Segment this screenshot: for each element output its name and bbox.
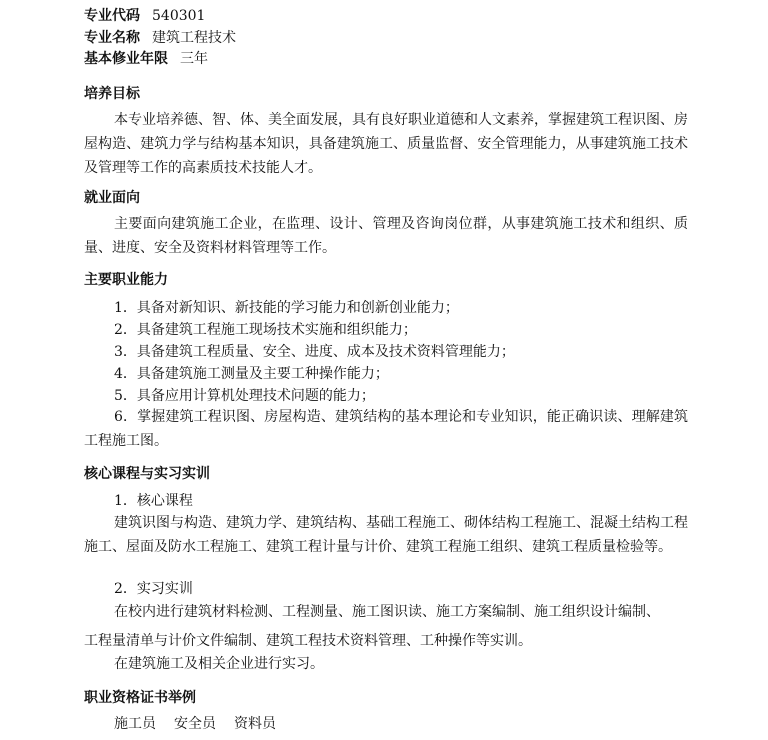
major-name-label: 专业名称 — [84, 30, 140, 46]
practice-line-2: 工程量清单与计价文件编制、建筑工程技术资料管理、工种操作等实训。 — [84, 633, 532, 649]
study-years-label: 基本修业年限 — [84, 51, 168, 67]
cert-item: 安全员 — [174, 716, 216, 732]
ability-item: 1．具备对新知识、新技能的学习能力和创新创业能力； — [114, 300, 459, 316]
section-title-employment: 就业面向 — [84, 190, 140, 206]
internship-line: 在建筑施工及相关企业进行实习。 — [114, 656, 324, 672]
ability-item: 5．具备应用计算机处理技术问题的能力； — [114, 388, 375, 404]
cert-item: 施工员 — [114, 716, 156, 732]
cert-list — [114, 714, 276, 734]
section-title-courses: 核心课程与实习实训 — [84, 466, 210, 482]
core-courses-subtitle: 1．核心课程 — [114, 493, 193, 509]
core-courses-paragraph: 建筑识图与构造、建筑力学、建筑结构、基础工程施工、砌体结构工程施工、混凝土结构工程施工、屋面及防水工程施工、建筑工程计量与计价、建筑工程施工组织、建筑工程质量检验等。 — [84, 515, 688, 555]
major-code-value: 540301 — [152, 8, 206, 24]
section-title-certs: 职业资格证书举例 — [84, 690, 196, 706]
employment-paragraph: 主要面向建筑施工企业，在监理、设计、管理及咨询岗位群，从事建筑施工技术和组织、质量、进度、安全及资料材料管理等工作。 — [84, 216, 688, 256]
ability-item: 4．具备建筑施工测量及主要工种操作能力； — [114, 366, 389, 382]
practice-line-1: 在校内进行建筑材料检测、工程测量、施工图识读、施工方案编制、施工组织设计编制、 — [114, 604, 660, 620]
ability-item: 6．掌握建筑工程识图、房屋构造、建筑结构的基本理论和专业知识，能正确识读、理解建筑工程施工图。 — [84, 409, 688, 449]
study-years-value: 三年 — [180, 51, 208, 67]
major-name-line — [84, 28, 236, 48]
cert-item: 资料员 — [234, 716, 276, 732]
study-years-line — [84, 49, 208, 69]
major-code-line — [84, 6, 205, 26]
ability-item: 2．具备建筑工程施工现场技术实施和组织能力； — [114, 322, 417, 338]
section-title-abilities: 主要职业能力 — [84, 272, 168, 288]
goal-paragraph: 本专业培养德、智、体、美全面发展，具有良好职业道德和人文素养，掌握建筑工程识图、房屋构造、建筑力学与结构基本知识，具备建筑施工、质量监督、安全管理能力，从事建筑施工技术及管理等工作的高素质技术技能人才。 — [84, 112, 688, 176]
ability-item: 3．具备建筑工程质量、安全、进度、成本及技术资料管理能力； — [114, 344, 515, 360]
practice-subtitle: 2．实习实训 — [114, 581, 193, 597]
major-name-value: 建筑工程技术 — [152, 30, 236, 46]
section-title-goal: 培养目标 — [84, 86, 140, 102]
major-code-label: 专业代码 — [84, 8, 140, 24]
